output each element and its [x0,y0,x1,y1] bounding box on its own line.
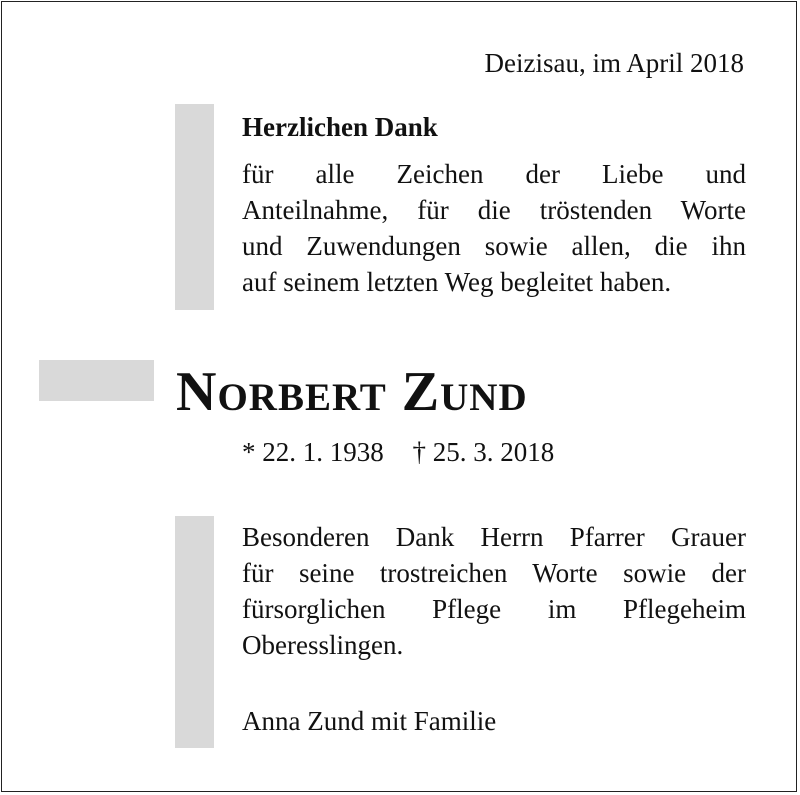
thanks-line: Anteilnahme, für die tröstenden Worte [242,195,746,225]
thanks-heading: Herzlichen Dank [242,112,438,142]
special-thanks-line: fürsorglichen Pflege im Pflegeheim [242,594,746,624]
thanks-line: und Zuwendungen sowie allen, die ihn [242,231,746,261]
special-thanks-line: Besonderen Dank Herrn Pfarrer Grauer [242,522,746,552]
decorative-bar-top [175,104,214,310]
life-dates [242,434,554,470]
thanks-text [242,156,746,300]
deceased-name: Norbert Zund [176,361,528,423]
thanks-line: auf seinem letzten Weg begleitet haben. [242,267,672,297]
special-thanks-line: für seine trostreichen Worte sowie der [242,558,746,588]
birth-date: * 22. 1. 1938 [242,437,384,467]
decorative-bar-bottom [175,516,214,748]
special-thanks-text [242,519,746,663]
thanks-line: für alle Zeichen der Liebe und [242,159,746,189]
decorative-bar-middle [39,360,154,401]
death-date: † 25. 3. 2018 [412,437,555,467]
special-thanks-line: Oberesslingen. [242,630,404,660]
signature: Anna Zund mit Familie [242,706,497,736]
place-date: Deizisau, im April 2018 [484,48,744,78]
